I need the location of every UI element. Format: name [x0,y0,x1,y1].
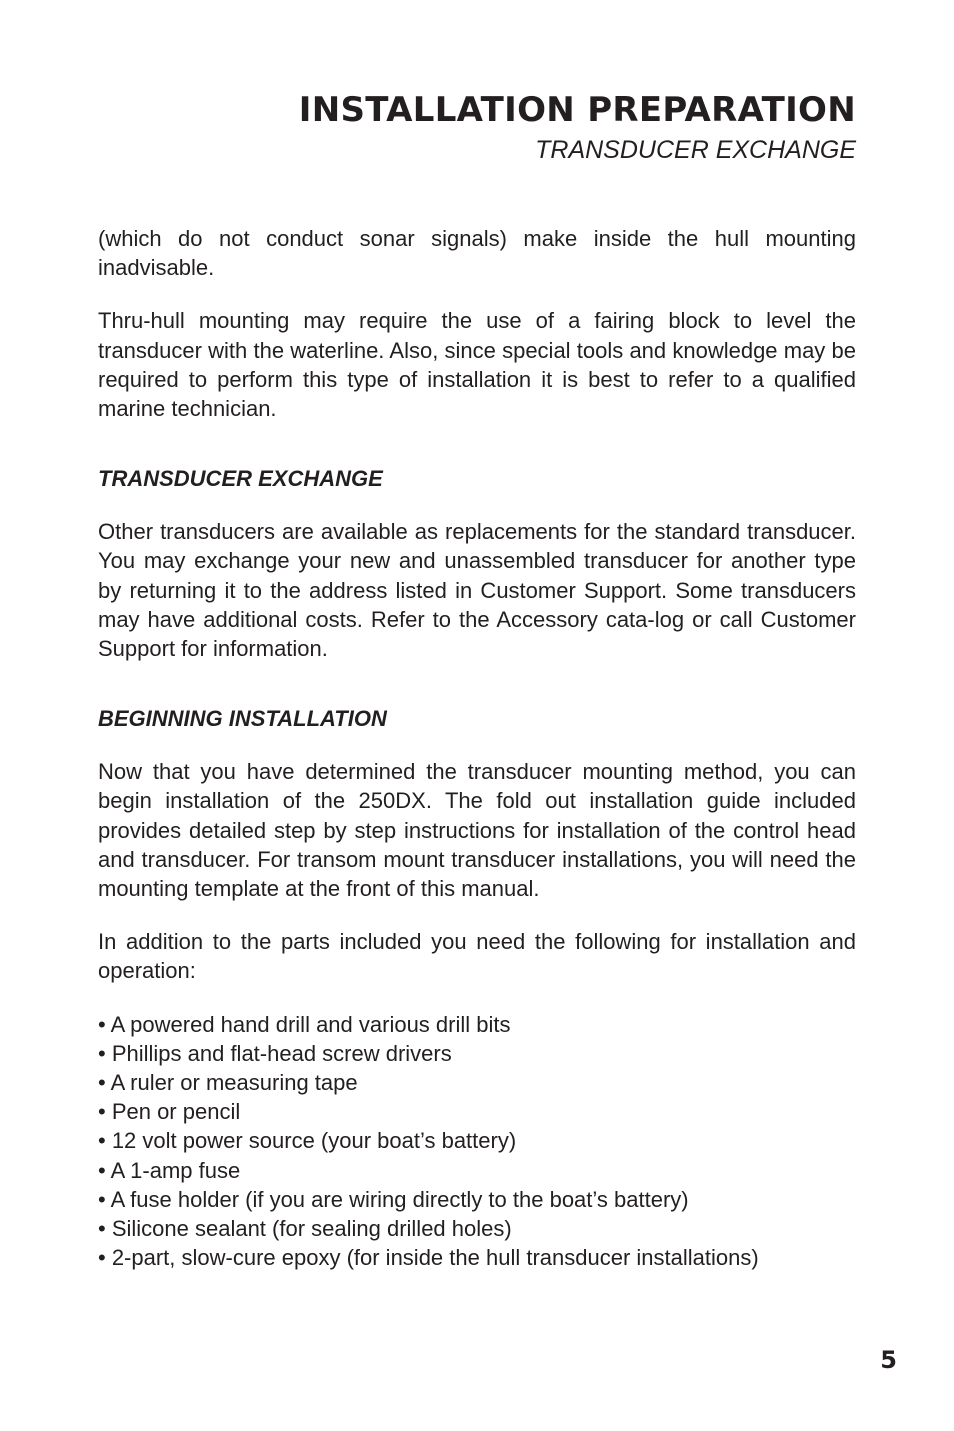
heading-beginning-installation: BEGINNING INSTALLATION [98,706,387,732]
paragraph-transducer-exchange: Other transducers are available as replacements for the standard transducer. You may exchange your new and unassembled transducer for another type by returning it to the address listed in Customer Support. Some transducers may have additional costs. Refer to the Accessory cata-log or call Customer Support for information. [98,519,856,662]
list-item: • A powered hand drill and various drill bits [98,1011,511,1037]
list-item: • Phillips and flat-head screw drivers [98,1040,452,1066]
chapter-title: INSTALLATION PREPARATION [298,90,856,130]
list-item: • 2-part, slow-cure epoxy (for inside the hull transducer installations) [98,1245,759,1271]
paragraph-required-items-intro: In addition to the parts included you need the following for installation and operation: [98,929,856,984]
paragraph-thru-hull: Thru-hull mounting may require the use of a fairing block to level the transducer with the waterline. Also, since special tools and knowledge may be required to perform this type of installation it is best to refer to a qualified marine technician. [98,308,856,422]
list-item: • A 1-amp fuse [98,1157,241,1183]
page-number: 5 [880,1346,897,1374]
page-content [98,224,856,1272]
page-header [299,88,856,165]
list-item: • Pen or pencil [98,1099,241,1125]
paragraph-beginning-installation: Now that you have determined the transducer mounting method, you can begin installation of the 250DX. The fold out installation guide included provides detailed step by step instructions for installation of the control head and transducer. For transom mount transducer installations, you will need the mounting template at the front of this manual. [98,759,856,902]
chapter-subtitle: TRANSDUCER EXCHANGE [535,136,856,164]
list-item: • A ruler or measuring tape [98,1070,358,1096]
paragraph-continuation: (which do not conduct sonar signals) make inside the hull mounting inadvisable. [98,226,856,281]
list-item: • 12 volt power source (your boat’s battery) [98,1128,517,1154]
required-items-list [98,1010,856,1273]
list-item: • Silicone sealant (for sealing drilled holes) [98,1216,512,1242]
heading-transducer-exchange: TRANSDUCER EXCHANGE [98,466,383,492]
list-item: • A fuse holder (if you are wiring directly to the boat’s battery) [98,1186,689,1212]
